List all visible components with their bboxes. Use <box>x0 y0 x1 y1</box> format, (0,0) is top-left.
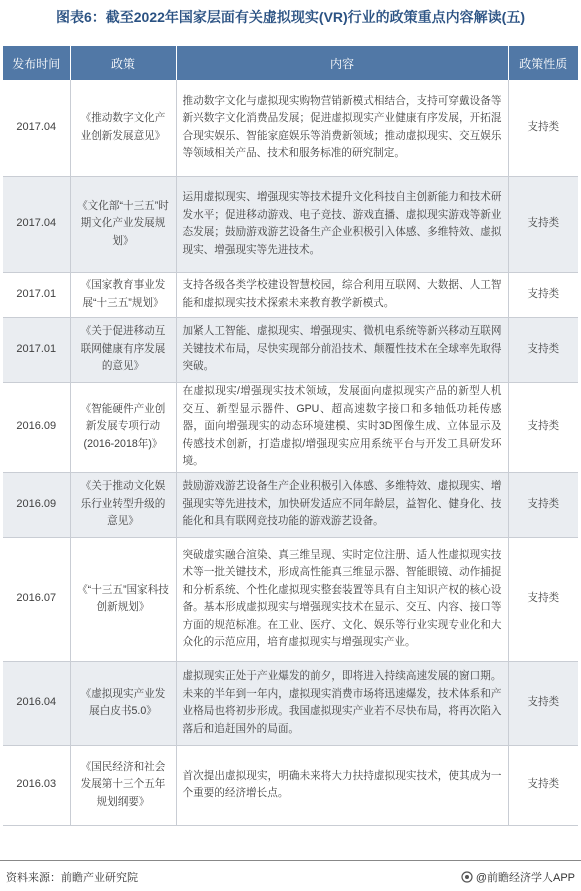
cell-nature: 支持类 <box>508 472 578 537</box>
table-row <box>3 80 578 176</box>
brand-credit <box>461 869 575 885</box>
brand-icon <box>461 871 473 883</box>
cell-content: 首次提出虚拟现实，明确未来将大力扶持虚拟现实技术，使其成为一个重要的经济增长点。 <box>176 745 508 825</box>
header-content: 内容 <box>176 46 508 80</box>
cell-policy: 《“十三五”国家科技创新规划》 <box>70 537 176 661</box>
cell-nature: 支持类 <box>508 537 578 661</box>
cell-content: 鼓励游戏游艺设备生产企业积极引入体感、多维特效、虚拟现实、增强现实等先进技术，加快研发适应不同年龄层，益智化、健身化、技能化和具有联网竞技功能的游戏游艺设备。 <box>176 472 508 537</box>
table-row <box>3 661 578 745</box>
table-row <box>3 176 578 272</box>
cell-content: 在虚拟现实/增强现实技术领域，发展面向虚拟现实产品的新型人机交互、新型显示器件、GPU、超高速数字接口和多轴低功耗传感器，面向增强现实的动态环境建模、实时3D图像生成、立体显示及传感技术创新，打造虚拟/增强现实应用系统平台与开发工具研发环境。 <box>176 382 508 472</box>
cell-nature: 支持类 <box>508 745 578 825</box>
cell-time: 2016.04 <box>3 661 70 745</box>
policy-table <box>3 46 578 826</box>
table-row <box>3 472 578 537</box>
cell-policy: 《关于推动文化娱乐行业转型升级的意见》 <box>70 472 176 537</box>
brand-label: @前瞻经济学人APP <box>475 872 575 884</box>
table-row <box>3 537 578 661</box>
cell-policy: 《关于促进移动互联网健康有序发展的意见》 <box>70 317 176 382</box>
cell-content: 加紧人工智能、虚拟现实、增强现实、微机电系统等新兴移动互联网关键技术布局，尽快实现部分前沿技术、颠覆性技术在全球率先取得突破。 <box>176 317 508 382</box>
cell-time: 2016.09 <box>3 472 70 537</box>
cell-content: 突破虚实融合渲染、真三维呈现、实时定位注册、适人性虚拟现实技术等一批关键技术，形成高性能真三维显示器、智能眼镜、动作捕捉和分析系统、个性化虚拟现实整套装置等具有自主知识产权的核心设备。基本形成虚拟现实与增强现实技术在显示、交互、内容、接口等方面的规范标准。在工业、医疗、文化、娱乐等行业实现专业化和大众化的示范应用，培育虚拟现实与增强现实产业。 <box>176 537 508 661</box>
cell-time: 2016.03 <box>3 745 70 825</box>
header-nature: 政策性质 <box>508 46 578 80</box>
cell-time: 2017.01 <box>3 272 70 317</box>
cell-nature: 支持类 <box>508 176 578 272</box>
cell-time: 2017.04 <box>3 176 70 272</box>
cell-nature: 支持类 <box>508 272 578 317</box>
cell-policy: 《国民经济和社会发展第十三个五年规划纲要》 <box>70 745 176 825</box>
table-row <box>3 382 578 472</box>
cell-content: 支持各级各类学校建设智慧校园，综合利用互联网、大数据、人工智能和虚拟现实技术探索未来教育教学新模式。 <box>176 272 508 317</box>
cell-policy: 《虚拟现实产业发展白皮书5.0》 <box>70 661 176 745</box>
cell-policy: 《推动数字文化产业创新发展意见》 <box>70 80 176 176</box>
cell-nature: 支持类 <box>508 661 578 745</box>
source-note: 资料来源：前瞻产业研究院 <box>6 872 138 884</box>
cell-time: 2017.01 <box>3 317 70 382</box>
table-row <box>3 745 578 825</box>
cell-nature: 支持类 <box>508 80 578 176</box>
table-row <box>3 317 578 382</box>
header-time: 发布时间 <box>3 46 70 80</box>
cell-content: 推动数字文化与虚拟现实购物营销新模式相结合，支持可穿戴设备等新兴数字文化消费品发展；促进虚拟现实产业健康有序发展，开拓混合现实娱乐、智能家庭娱乐等消费新领域；推动虚拟现实、交互娱乐等领域相关产品、技术和服务标准的研究制定。 <box>176 80 508 176</box>
cell-time: 2016.07 <box>3 537 70 661</box>
cell-policy: 《智能硬件产业创新发展专项行动(2016-2018年)》 <box>70 382 176 472</box>
table-row <box>3 272 578 317</box>
header-policy: 政策 <box>70 46 176 80</box>
cell-time: 2017.04 <box>3 80 70 176</box>
cell-nature: 支持类 <box>508 382 578 472</box>
cell-content: 虚拟现实正处于产业爆发的前夕，即将进入持续高速发展的窗口期。未来的半年到一年内，虚拟现实消费市场将迅速爆发，技术体系和产业格局也将初步形成。我国虚拟现实产业若不尽快布局，将再次陷入落后和追赶国外的局面。 <box>176 661 508 745</box>
cell-nature: 支持类 <box>508 317 578 382</box>
cell-content: 运用虚拟现实、增强现实等技术提升文化科技自主创新能力和技术研发水平；促进移动游戏、电子竞技、游戏直播、虚拟现实游戏等新业态发展；鼓励游戏游艺设备生产企业积极引入体感、多维特效、虚拟现实、增强现实等先进技术。 <box>176 176 508 272</box>
cell-policy: 《国家教育事业发展“十三五”规划》 <box>70 272 176 317</box>
page-footer <box>0 860 581 891</box>
page-title: 图表6：截至2022年国家层面有关虚拟现实(VR)行业的政策重点内容解读(五) <box>55 9 526 25</box>
table-header-row <box>3 46 578 80</box>
cell-policy: 《文化部“十三五”时期文化产业发展规划》 <box>70 176 176 272</box>
cell-time: 2016.09 <box>3 382 70 472</box>
